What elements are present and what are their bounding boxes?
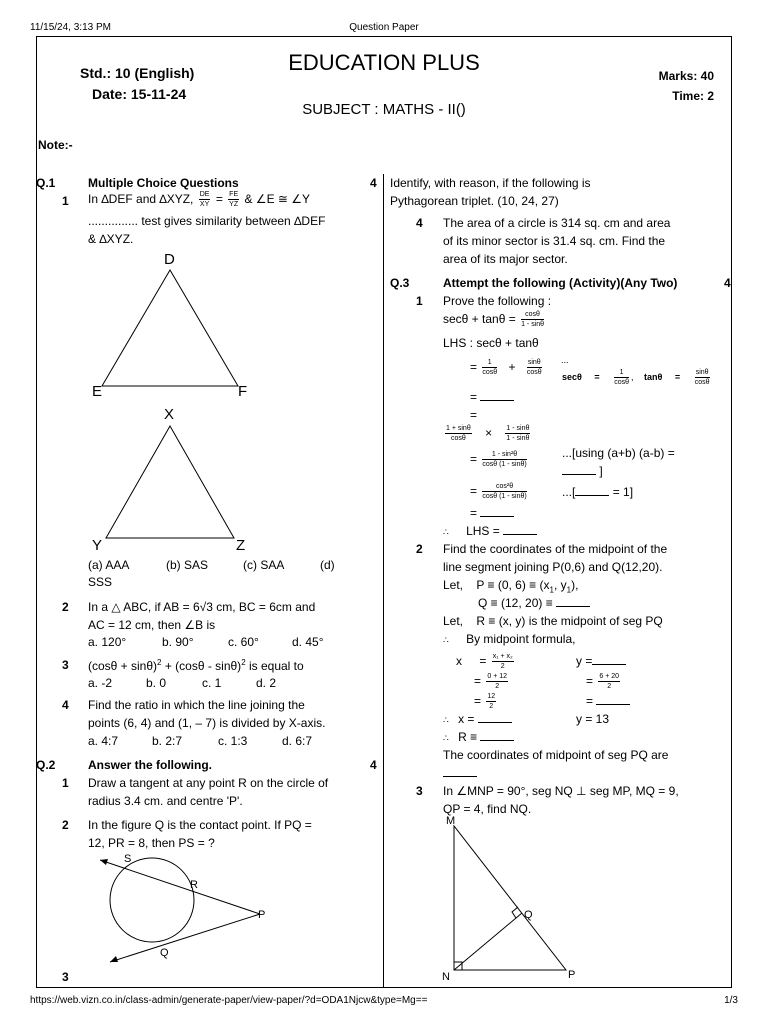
q1-2-number: 2 [62,600,69,614]
equals-sign: = [215,192,223,206]
print-url: https://web.vizn.co.in/class-admin/generate-paper/view-paper/?d=ODA1Njcw&type=Mg== [30,995,428,1006]
point-q-label: Q [160,947,169,959]
q3-1-bracket-hint: ...[ = 1] [562,485,634,499]
vertex-z-label: Z [236,537,246,554]
q1-1-option-c: (c) SAA [243,558,285,572]
q1-2-option-a: a. 120° [88,635,127,649]
q1-1-option-d: (d) [320,558,335,572]
q2-3-line2: Pythagorean triplet. (10, 24, 27) [390,194,559,208]
q2-4-line3: area of its major sector. [443,252,568,266]
q3-2-y-step1: y = [576,652,626,670]
q1-1-line2: ............... test gives similarity between ∆DEF [88,214,326,228]
q1-3-option-a: a. -2 [88,676,113,690]
q3-1-step7: = [470,504,514,522]
vertex-y-label: Y [92,537,103,554]
note-label: Note:- [38,138,73,152]
q3-2-line2: line segment joining P(0,6) and Q(12,20). [443,560,663,574]
q3-2-x-step1: x = $\frac{\text{x₁ + x₂}}{2}$ [456,653,513,671]
q1-1-line3: & ∆XYZ. [88,232,134,246]
fraction-1-minus-sin-over-1-minus-sin: $\frac{1 - \sin\theta}{1 - \sin\theta}$ [506,425,530,443]
q3-2-x-result: ∴ x = [443,710,512,729]
triangle-xyz-figure [90,402,260,554]
q2-heading: Answer the following. [88,758,213,772]
vertex-d-label: D [164,251,175,268]
vertex-q-label: Q [524,909,533,921]
right-triangle-figure [438,812,588,984]
q2-1-line2: radius 3.4 cm. and centre 'P'. [88,794,243,808]
q1-number: Q.1 [36,176,56,190]
q2-4-line2: of its minor sector is 31.4 sq. cm. Find the [443,234,666,248]
q3-1-step5: = $\frac{\text{1 - sin²θ}}{\cos\theta (1 - \sin\theta)}$ [470,451,527,469]
q2-3-text [390,174,690,210]
q3-1-number: 1 [416,294,423,308]
q2-marks: 4 [370,758,377,772]
q2-2-number: 2 [62,818,69,832]
q3-1-conclusion: ∴ LHS = [443,522,537,541]
q1-2-option-d: d. 45° [292,635,324,649]
q3-2-x-step2: = $\frac{0 + 12}{2}$ [474,673,508,691]
q1-4-option-a: a. 4:7 [88,734,119,748]
triangle-xyz [106,426,234,538]
fraction-cos2-over-cos-1-minus-sin: $\frac{\text{cos²θ}}{\cos\theta (1 - \sin\theta)}$ [482,483,527,501]
print-tab-title: Question Paper [349,22,419,33]
vertex-n-label: N [442,971,450,983]
q1-1-text-a: In ∆DEF and ∆XYZ, [88,192,194,206]
q1-1-option-d-text: SSS [88,575,113,589]
q2-2-line1: In the figure Q is the contact point. If PQ = [88,818,312,832]
q3-2-answer-blank [443,764,477,782]
vertex-m-label: M [446,815,456,827]
q3-2-r-result: ∴ R ≡ [443,728,514,747]
q3-3-line2: QP = 4, find NQ. [443,802,532,816]
q3-1-step4: $\frac{1 + \sin\theta}{\cos\theta}$ × $\frac{1 - \sin\theta}{1 - \sin\theta}$ [446,425,530,443]
arrow-head-icon [100,859,108,865]
tangent-circle-figure [100,850,275,968]
q3-2-formula-label: ∴ By midpoint formula, [443,632,576,646]
column-divider [383,174,384,988]
q3-1-step6: = $\frac{\text{cos²θ}}{\cos\theta (1 - \sin\theta)}$ [470,483,527,501]
fraction-cos-over-1-minus-sin: $\frac{\cos\theta}{1 - \sin\theta}$ [521,311,545,329]
q3-3-line1: In ∠MNP = 90°, seg NQ ⊥ seg MP, MQ = 9, [443,784,679,798]
point-s-label: S [124,853,132,865]
q1-heading: Multiple Choice Questions [88,176,239,190]
q3-2-let-r: Let, R ≡ (x, y) is the midpoint of seg PQ [443,614,663,628]
q2-1-line1: Draw a tangent at any point R on the circle of [88,776,329,790]
q1-4-option-b: b. 2:7 [152,734,183,748]
q1-4-number: 4 [62,698,69,712]
q3-heading: Attempt the following (Activity)(Any Two) [443,276,678,290]
q3-number: Q.3 [390,276,410,290]
q2-1-number: 1 [62,776,69,790]
marks-label: Marks: 40 [658,69,714,83]
point-r-label: R [190,879,198,891]
tangent-line [110,914,260,962]
q1-3-option-d: d. 2 [256,676,277,690]
q3-1-step2: = [470,388,514,406]
vertex-p-label: P [568,969,576,981]
q2-4-text [443,214,693,268]
q1-3-line1: $(\cos\theta + \sin\theta)^2 + (\cos\theta - \sin\theta)^2$ is equal to [88,658,304,673]
q3-1-using-hint: ...[using (a+b) (a-b) = ] [562,446,675,478]
q1-2-option-c: c. 60° [228,635,259,649]
q1-2-line2: AC = 12 cm, then ∠B is [88,618,216,632]
fraction-de-xy: $\frac{DE}{XY}$ [199,191,210,209]
point-p-label: P [258,909,266,921]
q3-2-number: 2 [416,542,423,556]
q1-4-option-c: c. 1:3 [218,734,248,748]
q3-marks: 4 [724,276,731,290]
q2-2-line2: 12, PR = 8, then PS = ? [88,836,215,850]
fraction-1-minus-sin2-over-cos-1-minus-sin: $\frac{\text{1 - sin²θ}}{\cos\theta (1 - \sin\theta)}$ [482,451,527,469]
q3-2-conclusion: The coordinates of midpoint of seg PQ are [443,748,669,762]
q1-4-line2: points (6, 4) and (1, – 7) is divided by X-axis. [88,716,326,730]
q3-3-number: 3 [416,784,423,798]
q3-2-y-step3: = [586,692,630,710]
q3-2-q-eq: Q ≡ (12, 20) ≡ [478,594,590,612]
q2-3-number: 3 [62,970,69,984]
subject-label: SUBJECT : MATHS - II() [302,101,466,118]
fraction-1-plus-sin-over-cos: $\frac{1 + \sin\theta}{\cos\theta}$ [446,425,471,443]
fraction-1-over-cos: $\frac{1}{\cos\theta}$ [482,359,498,377]
q1-marks: 4 [370,176,377,190]
vertex-f-label: F [238,383,248,398]
q1-1-option-a: (a) AAA [88,558,130,572]
q3-1-statement: secθ + tanθ = $\frac{\cos\theta}{1 - \sin\theta}$ [443,311,545,329]
marks-time [620,66,714,106]
print-datetime: 11/15/24, 3:13 PM [30,22,111,33]
q2-number: Q.2 [36,758,56,772]
triangle-def-figure [90,248,260,398]
q3-2-x-step3: = $\frac{12}{2}$ [474,693,496,711]
q3-1-step1: = $\frac{1}{\cos\theta}$ + $\frac{\sin\theta}{\cos\theta}$ ... [470,355,569,377]
triangle-def [102,270,238,386]
q1-1-line1 [88,190,338,209]
q3-1-lhs: LHS : secθ + tanθ [443,336,539,350]
vertex-x-label: X [164,406,175,423]
time-label: Time: 2 [672,89,714,103]
fraction-fe-yz: $\frac{FE}{YZ}$ [229,191,239,209]
q1-2-option-b: b. 90° [162,635,194,649]
q1-2-line1: In a △ ABC, if AB = 6√3 cm, BC = 6cm and [88,600,316,614]
q2-4-number: 4 [416,216,423,230]
arrow-head-icon [110,956,118,962]
q3-2-let-p: Let, P ≡ (0, $6) \equiv (x_1$, $y_1$), [443,578,579,595]
q3-2-y-step2: = $\frac{6 + 20}{2}$ [586,673,620,691]
vertex-e-label: E [92,383,103,398]
q1-1-text-b: & ∠E ≅ ∠Y [244,192,311,206]
q3-2-line1: Find the coordinates of the midpoint of the [443,542,668,556]
print-page-number: 1/3 [724,995,738,1006]
q3-1-identity: secθ = $\frac{1}{\cos\theta}$ , tanθ = $\frac{\sin\theta}{\cos\theta}$ [562,369,710,386]
q1-3-number: 3 [62,658,69,672]
q3-1-prove: Prove the following : [443,294,552,308]
std-label: Std.: 10 (English) [80,65,195,81]
q3-1-step3: = [470,408,478,422]
q3-2-y-result: y = 13 [576,712,610,726]
altitude-nq [454,913,522,970]
q1-4-line1: Find the ratio in which the line joining the [88,698,305,712]
right-angle-mark-q [512,907,518,918]
q1-3-option-b: b. 0 [146,676,167,690]
fraction-sin-over-cos: $\frac{\sin\theta}{\cos\theta}$ [526,359,542,377]
triangle-mnp [454,826,566,970]
q1-3-option-c: c. 1 [202,676,222,690]
paper-title: EDUCATION PLUS [288,50,480,75]
date-label: Date: 15-11-24 [92,86,187,102]
circle [110,858,194,942]
q1-4-option-d: d. 6:7 [282,734,313,748]
q2-4-line1: The area of a circle is 314 sq. cm and area [443,216,671,230]
q1-1-option-b: (b) SAS [166,558,209,572]
q1-1-number: 1 [62,194,69,208]
q2-3-line1: Identify, with reason, if the following is [390,176,591,190]
